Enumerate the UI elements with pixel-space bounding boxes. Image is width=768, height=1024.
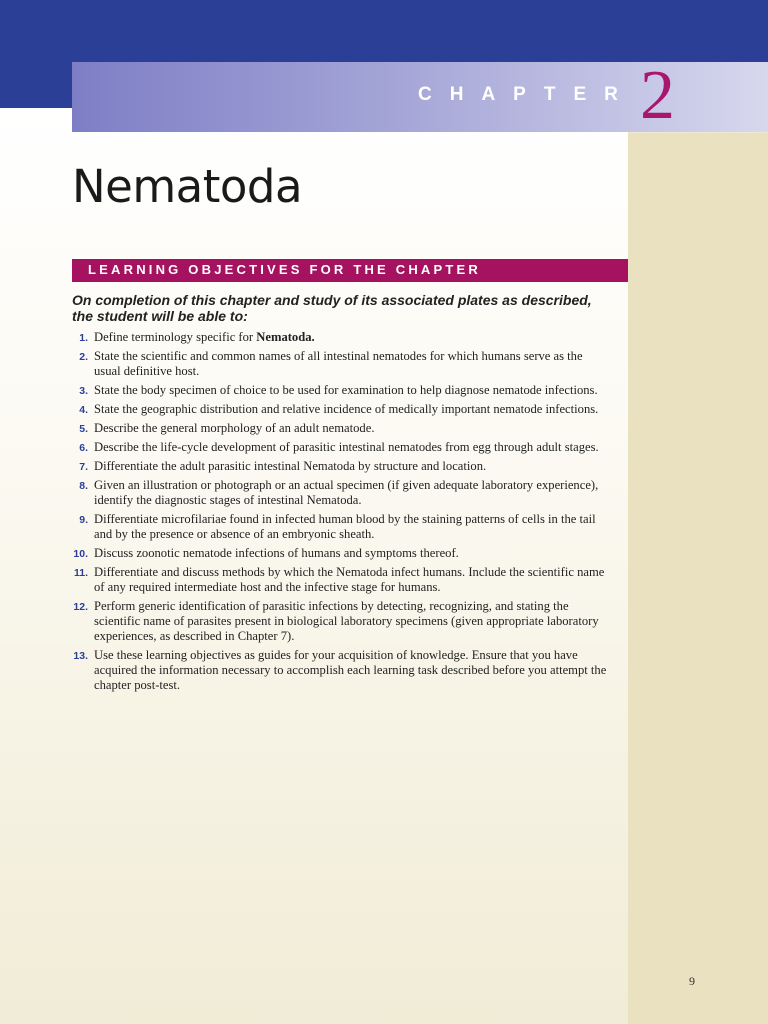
objective-item	[72, 478, 612, 508]
objective-item	[72, 565, 612, 595]
objective-text: Discuss zoonotic nematode infections of humans and symptoms thereof.	[94, 546, 459, 560]
objective-number: 13.	[73, 650, 88, 662]
objective-text: Differentiate and discuss methods by which the Nematoda infect humans. Include the scientific name of any required intermediate host and the infective stage for humans.	[94, 565, 605, 594]
side-strip	[628, 133, 768, 1024]
objective-text: Differentiate microfilariae found in infected human blood by the staining patterns of cells in the tail and by the presence or absence of an embryonic sheath.	[94, 512, 596, 541]
objective-number: 2.	[79, 351, 88, 363]
objective-text: Use these learning objectives as guides for your acquisition of knowledge. Ensure that you have acquired the information necessary to accomplish each learning task described before you attempt the chapter post-test.	[94, 648, 607, 692]
page-title: Nematoda	[72, 160, 303, 213]
objective-number: 6.	[79, 442, 88, 454]
objective-text: Describe the life-cycle development of parasitic intestinal nematodes from egg through adult stages.	[94, 440, 599, 454]
objective-text: State the scientific and common names of all intestinal nematodes for which humans serve as the usual definitive host.	[94, 349, 583, 378]
objective-number: 7.	[79, 461, 88, 473]
objective-text: Given an illustration or photograph or an actual specimen (if given adequate laboratory experience), identify the diagnostic stages of intestinal Nematoda.	[94, 478, 599, 507]
objective-text: Define terminology specific for Nematoda.	[94, 330, 315, 344]
objective-number: 5.	[79, 423, 88, 435]
objective-number: 10.	[73, 548, 88, 560]
objective-item	[72, 421, 612, 436]
objective-number: 11.	[73, 567, 88, 579]
objective-number: 3.	[79, 385, 88, 397]
objective-item	[72, 330, 612, 345]
objective-item	[72, 546, 612, 561]
objective-text: Differentiate the adult parasitic intestinal Nematoda by structure and location.	[94, 459, 487, 473]
objective-item	[72, 349, 612, 379]
objective-item	[72, 440, 612, 455]
objectives-list	[72, 330, 612, 697]
objective-item	[72, 512, 612, 542]
section-heading: LEARNING OBJECTIVES FOR THE CHAPTER	[88, 262, 481, 277]
objective-text: State the body specimen of choice to be used for examination to help diagnose nematode infections.	[94, 383, 598, 397]
page-number: 9	[689, 974, 695, 988]
chapter-number: 2	[640, 57, 675, 134]
objective-text: Describe the general morphology of an adult nematode.	[94, 421, 375, 435]
objective-item	[72, 599, 612, 644]
objective-keyword: Nematoda.	[256, 330, 315, 344]
objective-number: 9.	[79, 514, 88, 526]
objective-item	[72, 648, 612, 693]
objective-item	[72, 402, 612, 417]
objective-item	[72, 459, 612, 474]
intro-text: On completion of this chapter and study of its associated plates as described, the student will be able to:	[72, 292, 592, 324]
objective-number: 4.	[79, 404, 88, 416]
objective-number: 12.	[73, 601, 88, 613]
chapter-label: CHAPTER	[418, 84, 636, 105]
objective-item	[72, 383, 612, 398]
objective-number: 1.	[79, 332, 88, 344]
objective-text: Perform generic identification of parasitic infections by detecting, recognizing, and stating the scientific name of parasites present in biological laboratory specimens (given appropriate laboratory experiences, as described in Chapter 7).	[94, 599, 599, 643]
objective-number: 8.	[79, 480, 88, 492]
objective-text: State the geographic distribution and relative incidence of medically important nematode infections.	[94, 402, 599, 416]
